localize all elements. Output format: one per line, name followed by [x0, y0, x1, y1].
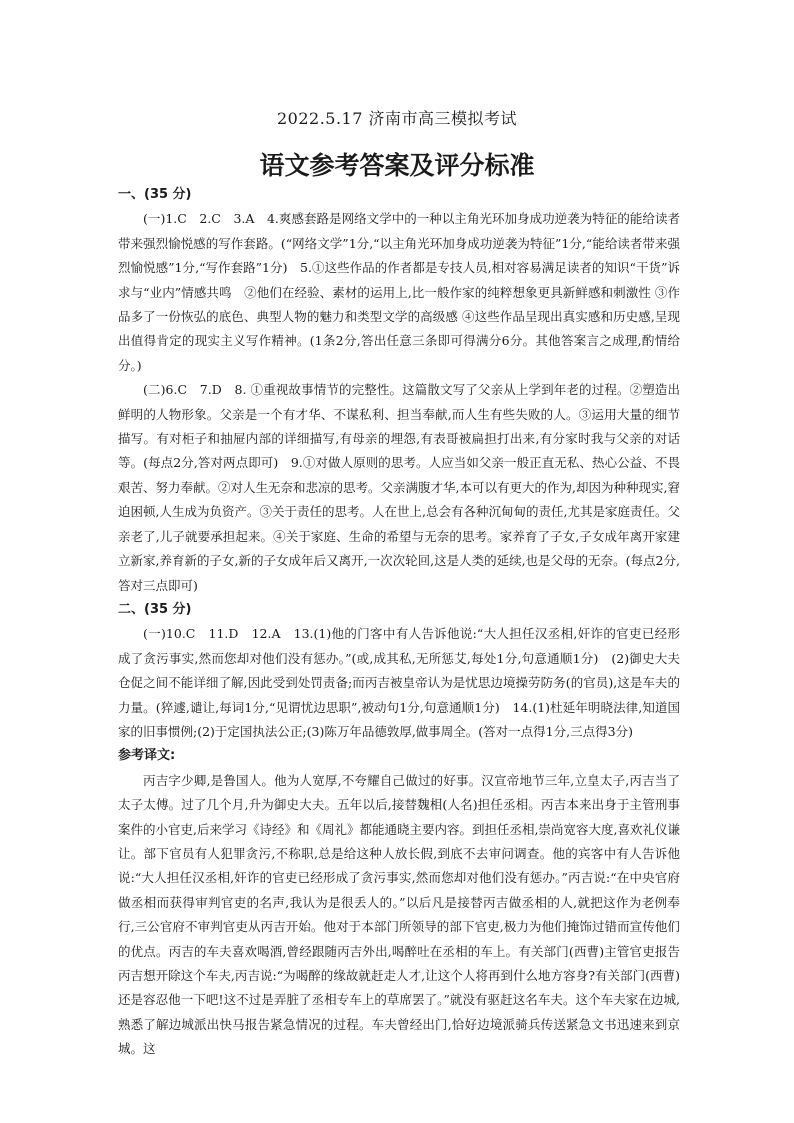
- section-one-part-one: (一)1.C 2.C 3.A 4.爽感套路是网络文学中的一种以主角光环加身成功逆袭为特征的能给读者带来强烈愉悦感的写作套路。(“网络文学”1分,“以主角光环加身成功逆袭为特征”1分,“能给读者带来强烈愉悦感”1分,“写作套路”1分) 5.①这些作品的作者都是专技人员,相对容易满足读者的知识“干货”诉求与“业内”情感共鸣 ②他们在经验、素材的运用上,比一般作家的纯粹想象更具新鲜感和刺激性 ③作品多了一份恢弘的底色、典型人物的魅力和类型文学的高级感 ④这些作品呈现出真实感和历史感,呈现出值得肯定的现实主义写作精神。(1条2分,答出任意三条即可得满分6分。其他答案言之成理,酌情给分。): [118, 211, 680, 373]
- page-title: 语文参考答案及评分标准: [259, 151, 535, 180]
- document-body: [118, 183, 680, 1062]
- section-one-part-two: (二)6.C 7.D 8. ①重视故事情节的完整性。这篇散文写了父亲从上学到年老的过程。②塑造出鲜明的人物形象。父亲是一个有才华、不谋私利、担当奉献,而人生有些失败的人。③运用大量的细节描写。有对柜子和抽屉内部的详细描写,有母亲的埋怨,有表哥被扁担打出来,有分家时我与父亲的对话等。(每点2分,答对两点即可) 9.①对做人原则的思考。人应当如父亲一般正直无私、热心公益、不畏艰苦、努力奉献。②对人生无奈和悲凉的思考。父亲满腹才华,本可以有更大的作为,却因为种种现实,窘迫困顿,人生成为负资产。③关于责任的思考。人在世上,总会有各种沉甸甸的责任,尤其是家庭责任。父亲老了,儿子就要承担起来。④关于家庭、生命的希望与无奈的思考。家养育了子女,子女成年离开家建立新家,养育新的子女,新的子女成年后又离开,一次次轮回,这是人类的延续,也是父母的无奈。(每点2分,答对三点即可): [118, 382, 680, 593]
- section-one-heading: 一、(35 分): [118, 187, 192, 202]
- section-two-heading: 二、(35 分): [118, 601, 192, 617]
- section-two-part-one: (一)10.C 11.D 12.A 13.(1)他的门客中有人告诉他说:“大人担任汉丞相,奸诈的官吏已经形成了贪污事实,然而您却对他们没有惩办。”(或,成其私,无所惩艾,每处1分,句意通顺1分) (2)御史大夫仓促之间不能详细了解,因此受到处罚责备;而丙吉被皇帝认为是忧思边境操劳防务(的官员),这是车夫的力量。(猝遽,谴让,每词1分,“见谓忧边思职”,被动句1分,句意通顺1分) 14.(1)杜延年明晓法律,知道国家的旧事惯例;(2)于定国执法公正;(3)陈万年品德敦厚,做事周全。(答对一点得1分,三点得3分): [118, 626, 680, 739]
- exam-subtitle: 2022.5.17 济南市高三模拟考试: [276, 109, 518, 128]
- reference-translation-text: 丙吉字少卿,是鲁国人。他为人宽厚,不夸耀自己做过的好事。汉宣帝地节三年,立皇太子,丙吉当了太子太傅。过了几个月,升为御史大夫。五年以后,接替魏相(人名)担任丞相。丙吉本来出身于主管刑事案件的小官吏,后来学习《诗经》和《周礼》都能通晓主要内容。到担任丞相,崇尚宽容大度,喜欢礼仪谦让。部下官员有人犯罪贪污,不称职,总是给这种人放长假,到底不去审问调查。他的宾客中有人告诉他说:“大人担任汉丞相,奸诈的官吏已经形成了贪污事实,然而您却对他们没有惩办。”丙吉说:“在中央官府做丞相而获得审判官吏的名声,我认为是很丢人的。”以后凡是接替丙吉做丞相的人,就把这作为老例奉行,三公官府不审判官吏从丙吉开始。他对于本部门所领导的部下官吏,极力为他们掩饰过错而宣传他们的优点。丙吉的车夫喜欢喝酒,曾经跟随丙吉外出,喝醉吐在丞相的车上。有关部门(西曹)主管官吏报告丙吉想开除这个车夫,丙吉说:“为喝醉的缘故就赶走人才,让这个人将再到什么地方容身?有关部门(西曹)还是容忍他一下吧!这不过是弄脏了丞相专车上的草席罢了。”就没有驱赶这名车夫。这个车夫家在边城,熟悉了解边城派出快马报告紧急情况的过程。车夫曾经出门,恰好边境派骑兵传送紧急文书迅速来到京城。这: [118, 772, 680, 1057]
- reference-translation-heading: 参考译文:: [118, 748, 176, 764]
